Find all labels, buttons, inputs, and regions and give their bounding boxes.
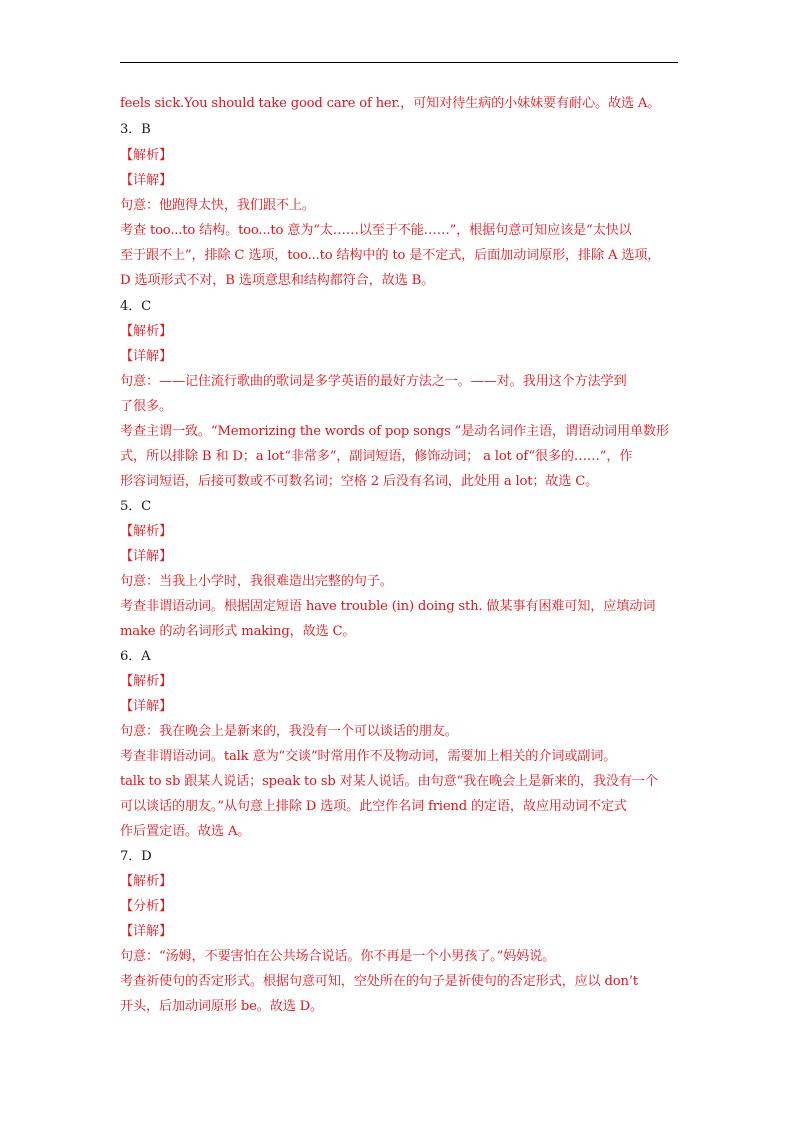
header-rule <box>120 62 678 63</box>
section-label: 【详解】 <box>120 349 172 364</box>
text-line: 形容词短语，后接可数或不可数名词；空格 2 后没有名词，此处用 a lot；故选 C。 <box>120 474 599 489</box>
answer-number: 3．B <box>120 122 151 137</box>
text-line: 句意：“汤姆，不要害怕在公共场合说话。你不再是一个小男孩了。”妈妈说。 <box>120 949 556 964</box>
section-label: 【详解】 <box>120 924 172 939</box>
text-line: talk to sb 跟某人说话；speak to sb 对某人说话。由句意“我在晚会上是新来的，我没有一个 <box>120 774 658 789</box>
section-label: 【详解】 <box>120 173 172 188</box>
section-label: 【详解】 <box>120 549 172 564</box>
section-label: 【解析】 <box>120 674 172 689</box>
text-line: 句意：当我上小学时，我很难造出完整的句子。 <box>120 574 393 589</box>
section-label: 【解析】 <box>120 148 172 163</box>
text-line: 句意：——记住流行歌曲的歌词是多学英语的最好方法之一。——对。我用这个方法学到 <box>120 374 627 389</box>
text-line: 考查祈使句的否定形式。根据句意可知，空处所在的句子是祈使句的否定形式，应以 don’t <box>120 974 638 989</box>
text-line: 考查非谓语动词。根据固定短语 have trouble (in) doing sth. 做某事有困难可知，应填动词 <box>120 599 656 614</box>
text-line: make 的动名词形式 making，故选 C。 <box>120 624 356 639</box>
section-label: 【详解】 <box>120 699 172 714</box>
answer-number: 4．C <box>120 299 152 314</box>
text-line: 至于跟不上”，排除 C 选项，too...to 结构中的 to 是不定式，后面加动词原形，排除 A 选项， <box>120 248 661 263</box>
text-line: D 选项形式不对，B 选项意思和结构都符合，故选 B。 <box>120 273 435 288</box>
section-label: 【解析】 <box>120 324 172 339</box>
text-line: 句意：他跑得太快，我们跟不上。 <box>120 198 315 213</box>
text-line: 了很多。 <box>120 399 172 414</box>
section-label: 【解析】 <box>120 524 172 539</box>
text-line: 作后置定语。故选 A。 <box>120 824 251 839</box>
answer-number: 6．A <box>120 649 151 664</box>
answer-number: 7．D <box>120 849 152 864</box>
text-line: 考查非谓语动词。talk 意为“交谈”时常用作不及物动词，需要加上相关的介词或副词。 <box>120 749 617 764</box>
text-line: 开头，后加动词原形 be。故选 D。 <box>120 999 324 1014</box>
text-line: 句意：我在晚会上是新来的，我没有一个可以谈话的朋友。 <box>120 724 458 739</box>
text-line: 考查主谓一致。“Memorizing the words of pop songs ”是动名词作主语，谓语动词用单数形 <box>120 424 669 439</box>
answer-number: 5．C <box>120 499 152 514</box>
text-line: 式，所以排除 B 和 D；a lot“非常多”，副词短语，修饰动词； a lot of“很多的……”，作 <box>120 449 633 464</box>
section-label: 【解析】 <box>120 874 172 889</box>
text-line: feels sick.You should take good care of her.，可知对待生病的小妹妹要有耐心。故选 A。 <box>120 96 661 111</box>
text-line: 考查 too...to 结构。too...to 意为“太……以至于不能……”，根据句意可知应该是“太快以 <box>120 223 632 238</box>
text-line: 可以谈话的朋友。”从句意上排除 D 选项。此空作名词 friend 的定语，故应用动词不定式 <box>120 799 627 814</box>
section-label: 【分析】 <box>120 899 172 914</box>
